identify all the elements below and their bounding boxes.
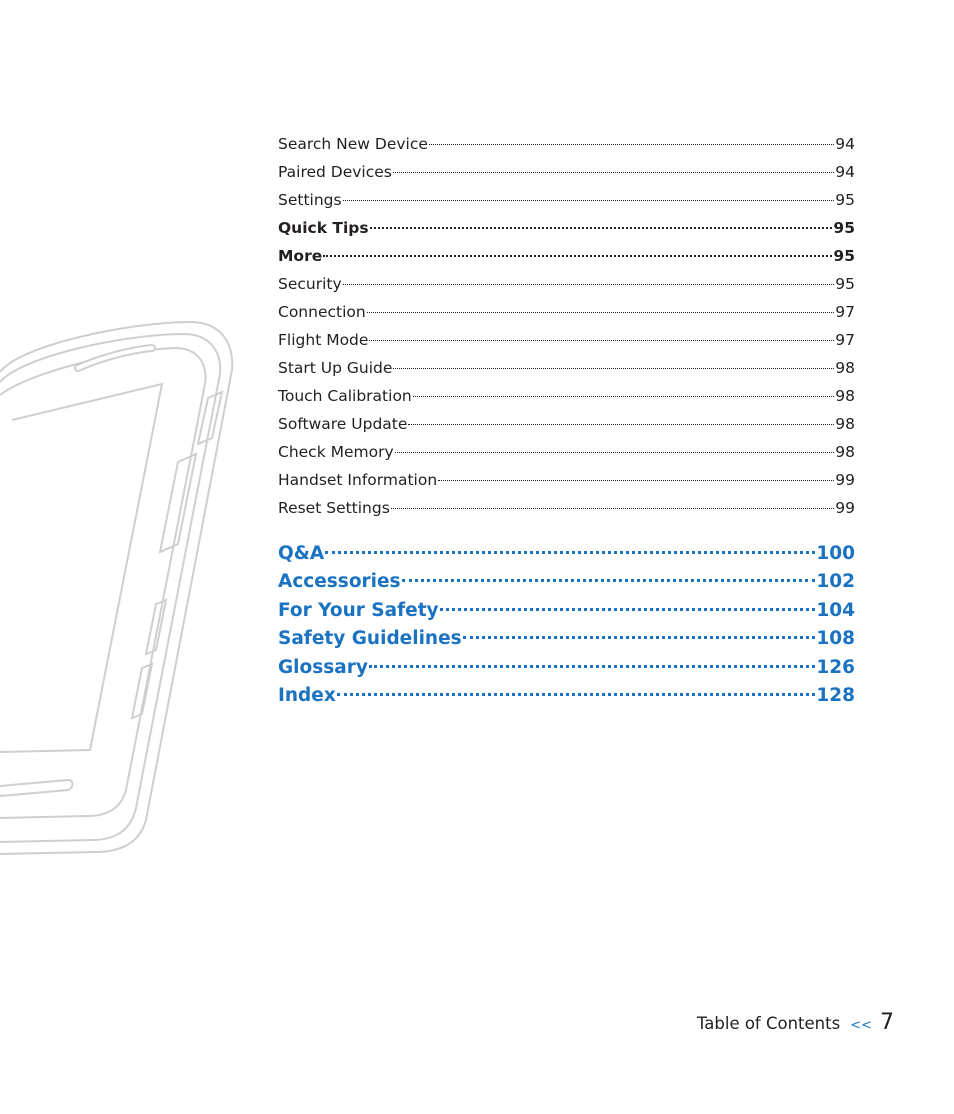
toc-entry-page: 98 <box>835 387 855 405</box>
toc-entry[interactable] <box>278 466 855 494</box>
toc-entry[interactable] <box>278 410 855 438</box>
toc-entry-label: Search New Device <box>278 135 428 153</box>
toc-section-quick-tips[interactable] <box>278 214 855 242</box>
toc-entry-label: Connection <box>278 303 366 321</box>
dot-leader <box>370 227 833 229</box>
toc-entry-page: 98 <box>835 359 855 377</box>
toc-entry-label: Handset Information <box>278 471 438 489</box>
toc-entry-label: Software Update <box>278 415 408 433</box>
toc-entry-page: 99 <box>835 471 855 489</box>
dot-leader <box>429 144 834 145</box>
toc-entry-page: 104 <box>816 599 855 621</box>
toc-entry-label: Paired Devices <box>278 163 392 181</box>
bold-entries <box>278 214 855 270</box>
toc-entry-page: 108 <box>816 628 855 650</box>
toc-entry[interactable] <box>278 438 855 466</box>
page-footer <box>697 1010 894 1035</box>
dot-leader <box>391 508 834 509</box>
dot-leader <box>393 368 834 369</box>
toc-entry-page: 94 <box>835 135 855 153</box>
dot-leader <box>369 665 815 668</box>
main-entries <box>278 540 855 710</box>
toc-entry-label: Safety Guidelines <box>278 628 462 650</box>
toc-entry-page: 98 <box>835 443 855 461</box>
toc-chapter-for-your-safety[interactable] <box>278 597 855 625</box>
toc-entry[interactable] <box>278 494 855 522</box>
dot-leader <box>438 480 834 481</box>
toc-entry[interactable] <box>278 354 855 382</box>
toc-entry-label: Quick Tips <box>278 219 369 237</box>
dot-leader <box>413 396 835 397</box>
dot-leader <box>408 424 834 425</box>
toc-entry-page: 98 <box>835 415 855 433</box>
table-of-contents <box>278 130 855 710</box>
dot-leader <box>337 693 816 696</box>
toc-entry[interactable] <box>278 270 855 298</box>
sub-entries <box>278 130 855 214</box>
toc-chapter-glossary[interactable] <box>278 654 855 682</box>
toc-entry-label: For Your Safety <box>278 599 439 621</box>
toc-chapter-accessories[interactable] <box>278 568 855 596</box>
dot-leader <box>463 636 816 639</box>
toc-entry-page: 95 <box>835 191 855 209</box>
toc-entry[interactable] <box>278 130 855 158</box>
toc-entry[interactable] <box>278 326 855 354</box>
dot-leader <box>343 284 835 285</box>
toc-entry-page: 97 <box>835 331 855 349</box>
dot-leader <box>393 172 834 173</box>
toc-entry-label: Settings <box>278 191 342 209</box>
toc-entry[interactable] <box>278 382 855 410</box>
toc-chapter-safety-guidelines[interactable] <box>278 625 855 653</box>
toc-entry-page: 128 <box>816 684 855 706</box>
dot-leader <box>323 255 832 257</box>
toc-entry-page: 94 <box>835 163 855 181</box>
toc-entry-label: Q&A <box>278 543 325 564</box>
toc-entry-page: 99 <box>835 499 855 517</box>
toc-entry-label: Start Up Guide <box>278 359 393 377</box>
toc-entry-label: Index <box>278 684 336 706</box>
toc-entry-label: Flight Mode <box>278 331 369 349</box>
toc-entry-page: 102 <box>816 571 855 593</box>
toc-section-more[interactable] <box>278 242 855 270</box>
toc-entry-page: 95 <box>835 275 855 293</box>
footer-section-title: Table of Contents <box>696 1014 841 1033</box>
toc-entry-label: Reset Settings <box>278 499 390 517</box>
page-number: 7 <box>880 1010 894 1035</box>
toc-entry-page: 126 <box>816 656 855 678</box>
toc-chapter-qa[interactable] <box>278 540 855 568</box>
toc-entry-label: Check Memory <box>278 443 394 461</box>
dot-leader <box>369 340 834 341</box>
toc-entry-label: Accessories <box>278 571 401 593</box>
dot-leader <box>440 608 816 611</box>
more-entries <box>278 270 855 522</box>
double-chevron-left-icon: << <box>850 1018 872 1033</box>
toc-entry-label: Security <box>278 275 342 293</box>
toc-entry[interactable] <box>278 186 855 214</box>
toc-entry-label: Touch Calibration <box>278 387 412 405</box>
toc-entry-page: 95 <box>833 247 855 265</box>
dot-leader <box>343 200 835 201</box>
toc-chapter-index[interactable] <box>278 682 855 710</box>
toc-entry-page: 95 <box>833 219 855 237</box>
dot-leader <box>395 452 835 453</box>
dot-leader <box>402 579 816 582</box>
toc-entry-label: More <box>278 247 323 265</box>
toc-entry-page: 97 <box>835 303 855 321</box>
dot-leader <box>325 551 815 554</box>
toc-entry[interactable] <box>278 158 855 186</box>
toc-entry-page: 100 <box>816 543 855 564</box>
toc-entry-label: Glossary <box>278 656 368 678</box>
toc-entry[interactable] <box>278 298 855 326</box>
dot-leader <box>367 312 835 313</box>
